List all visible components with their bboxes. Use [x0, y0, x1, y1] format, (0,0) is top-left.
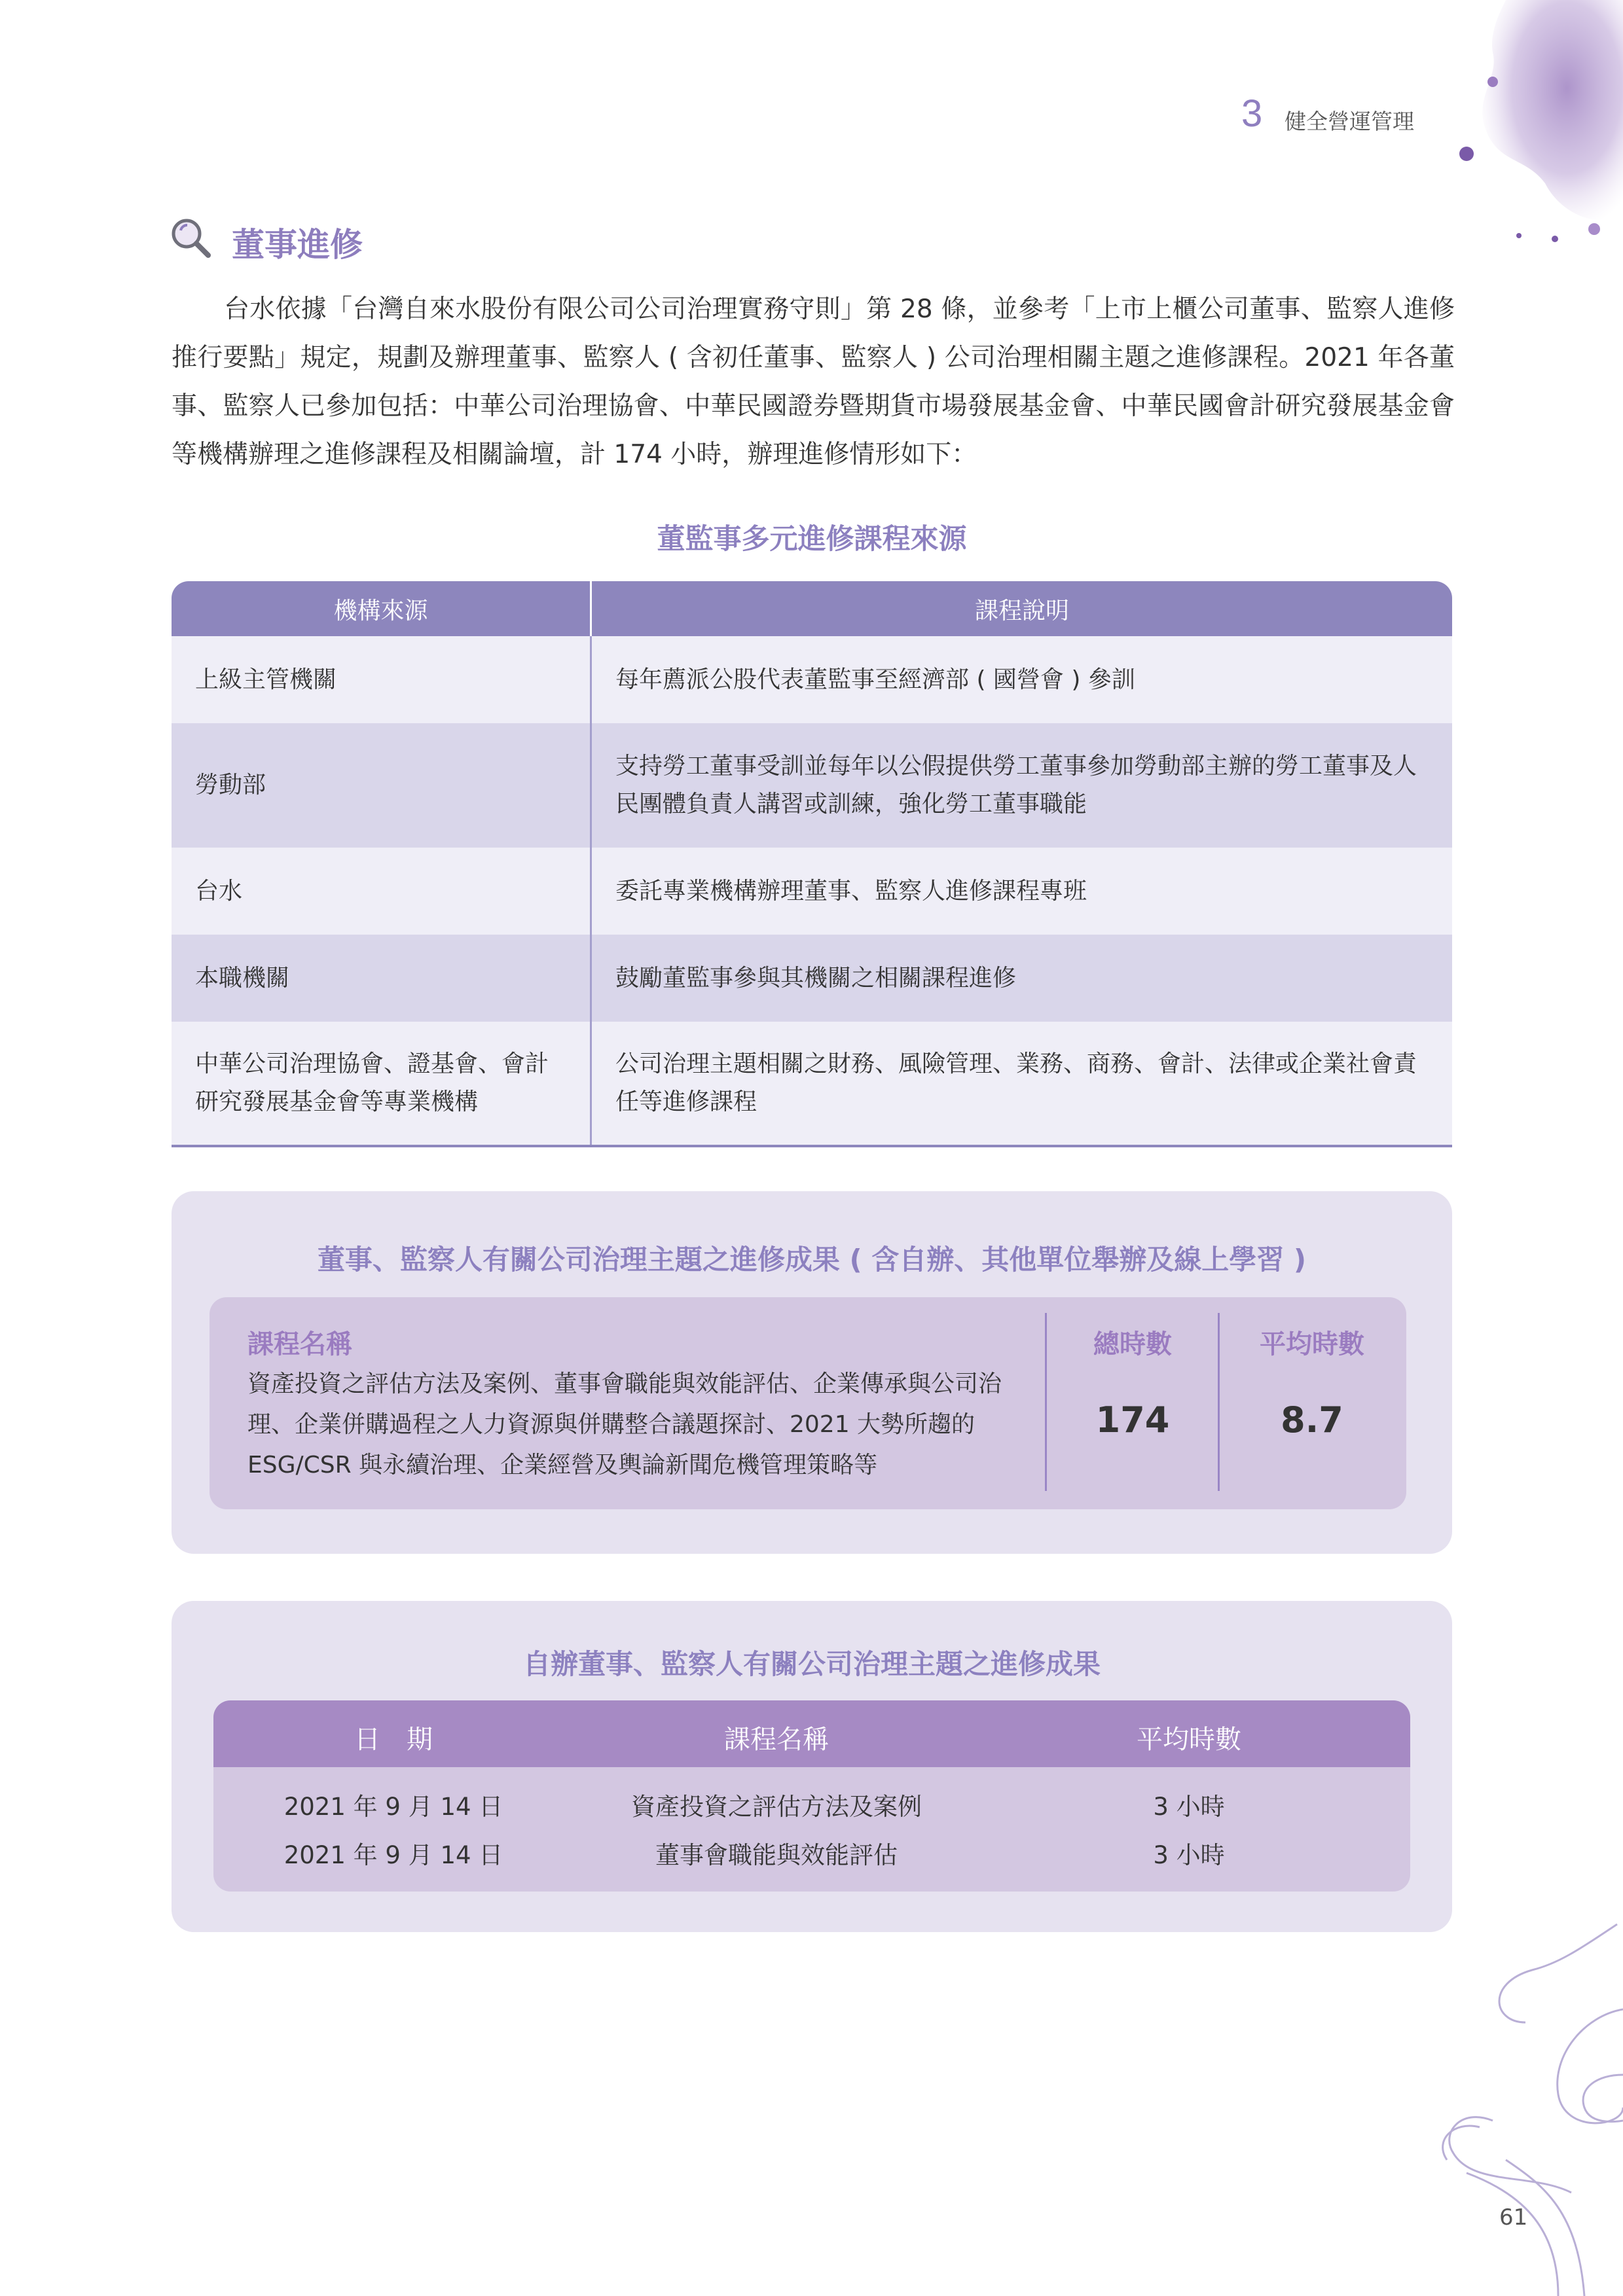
- description-cell: 每年薦派公股代表董監事至經濟部 ( 國營會 ) 參訓: [591, 636, 1453, 723]
- sources-table-caption: 董監事多元進修課程來源: [657, 523, 967, 556]
- section-title: 董事進修: [232, 226, 363, 264]
- column-header: 課程說明: [591, 581, 1453, 636]
- total-hours-value: 174: [1095, 1399, 1170, 1441]
- column-header: 課程名稱: [724, 1725, 829, 1755]
- course-cell: 董事會職能與效能評估: [655, 1841, 898, 1869]
- source-cell: 台水: [172, 848, 591, 935]
- description-cell: 鼓勵董監事參與其機關之相關課程進修: [591, 935, 1453, 1022]
- column-header: 機構來源: [172, 581, 591, 636]
- hours-cell: 3 小時: [1153, 1841, 1225, 1869]
- course-cell: 資產投資之評估方法及案例: [631, 1793, 922, 1821]
- self-training-title: 自辦董事、監察人有關公司治理主題之進修成果: [522, 1648, 1101, 1680]
- course-name-description: 資產投資之評估方法及案例、董事會職能與效能評估、企業傳承與公司治理、企業併購過程之人力資源與併購整合議題探討、2021 大勢所趨的 ESG/CSR 與永續治理、企業經營及輿論新聞危機管理策略等: [247, 1371, 1002, 1479]
- hours-cell: 3 小時: [1153, 1793, 1225, 1821]
- table-row: [172, 935, 1452, 1022]
- decorative-watercolor: [1427, 0, 1623, 249]
- column-header: 平均時數: [1137, 1725, 1241, 1755]
- source-cell: 勞動部: [172, 723, 591, 848]
- column-header: 日 期: [354, 1725, 433, 1755]
- chapter-title: 健全營運管理: [1285, 109, 1414, 134]
- description-cell: 委託專業機構辦理董事、監察人進修課程專班: [591, 848, 1453, 935]
- column-divider: [1218, 1313, 1220, 1491]
- self-training-table: [213, 1700, 1410, 1892]
- description-cell: 公司治理主題相關之財務、風險管理、業務、商務、會計、法律或企業社會責任等進修課程: [591, 1022, 1453, 1146]
- table-row: [172, 848, 1452, 935]
- source-cell: 上級主管機關: [172, 636, 591, 723]
- table-row: [172, 723, 1452, 848]
- table-row: [172, 1022, 1452, 1146]
- chapter-number: 3: [1241, 92, 1263, 135]
- description-cell: 支持勞工董事受訓並每年以公假提供勞工董事參加勞動部主辦的勞工董事及人民團體負責人講習或訓練，強化勞工董事職能: [591, 723, 1453, 848]
- avg-hours-value: 8.7: [1281, 1399, 1343, 1441]
- table-row: [172, 636, 1452, 723]
- source-cell: 中華公司治理協會、證基會、會計研究發展基金會等專業機構: [172, 1022, 591, 1146]
- magnifier-icon: [169, 216, 212, 259]
- column-divider: [1045, 1313, 1047, 1491]
- total-hours-header: 總時數: [1093, 1329, 1172, 1359]
- course-name-header: 課程名稱: [247, 1329, 352, 1359]
- avg-hours-header: 平均時數: [1260, 1329, 1364, 1359]
- intro-paragraph: 台水依據「台灣自來水股份有限公司公司治理實務守則」第 28 條，並參考「上市上櫃公司董事、監察人進修推行要點」規定，規劃及辦理董事、監察人 ( 含初任董事、監察人 ) 公司治理相關主題之進修課程。2021 年各董事、監察人已參加包括：中華公司治理協會、中華民國證券暨期貨市場發展基金會、中華民國會計研究發展基金會等機構辦理之進修課程及相關論壇，計 174 小時，辦理進修情形如下：: [172, 295, 1455, 469]
- results-box-title: 董事、監察人有關公司治理主題之進修成果 ( 含自辦、其他單位舉辦及線上學習 ): [317, 1244, 1307, 1276]
- date-cell: 2021 年 9 月 14 日: [283, 1793, 503, 1821]
- source-cell: 本職機關: [172, 935, 591, 1022]
- date-cell: 2021 年 9 月 14 日: [283, 1841, 503, 1869]
- sources-table: [172, 581, 1452, 1147]
- page-number: 61: [1499, 2204, 1528, 2231]
- decorative-swirls: [1362, 1911, 1623, 2296]
